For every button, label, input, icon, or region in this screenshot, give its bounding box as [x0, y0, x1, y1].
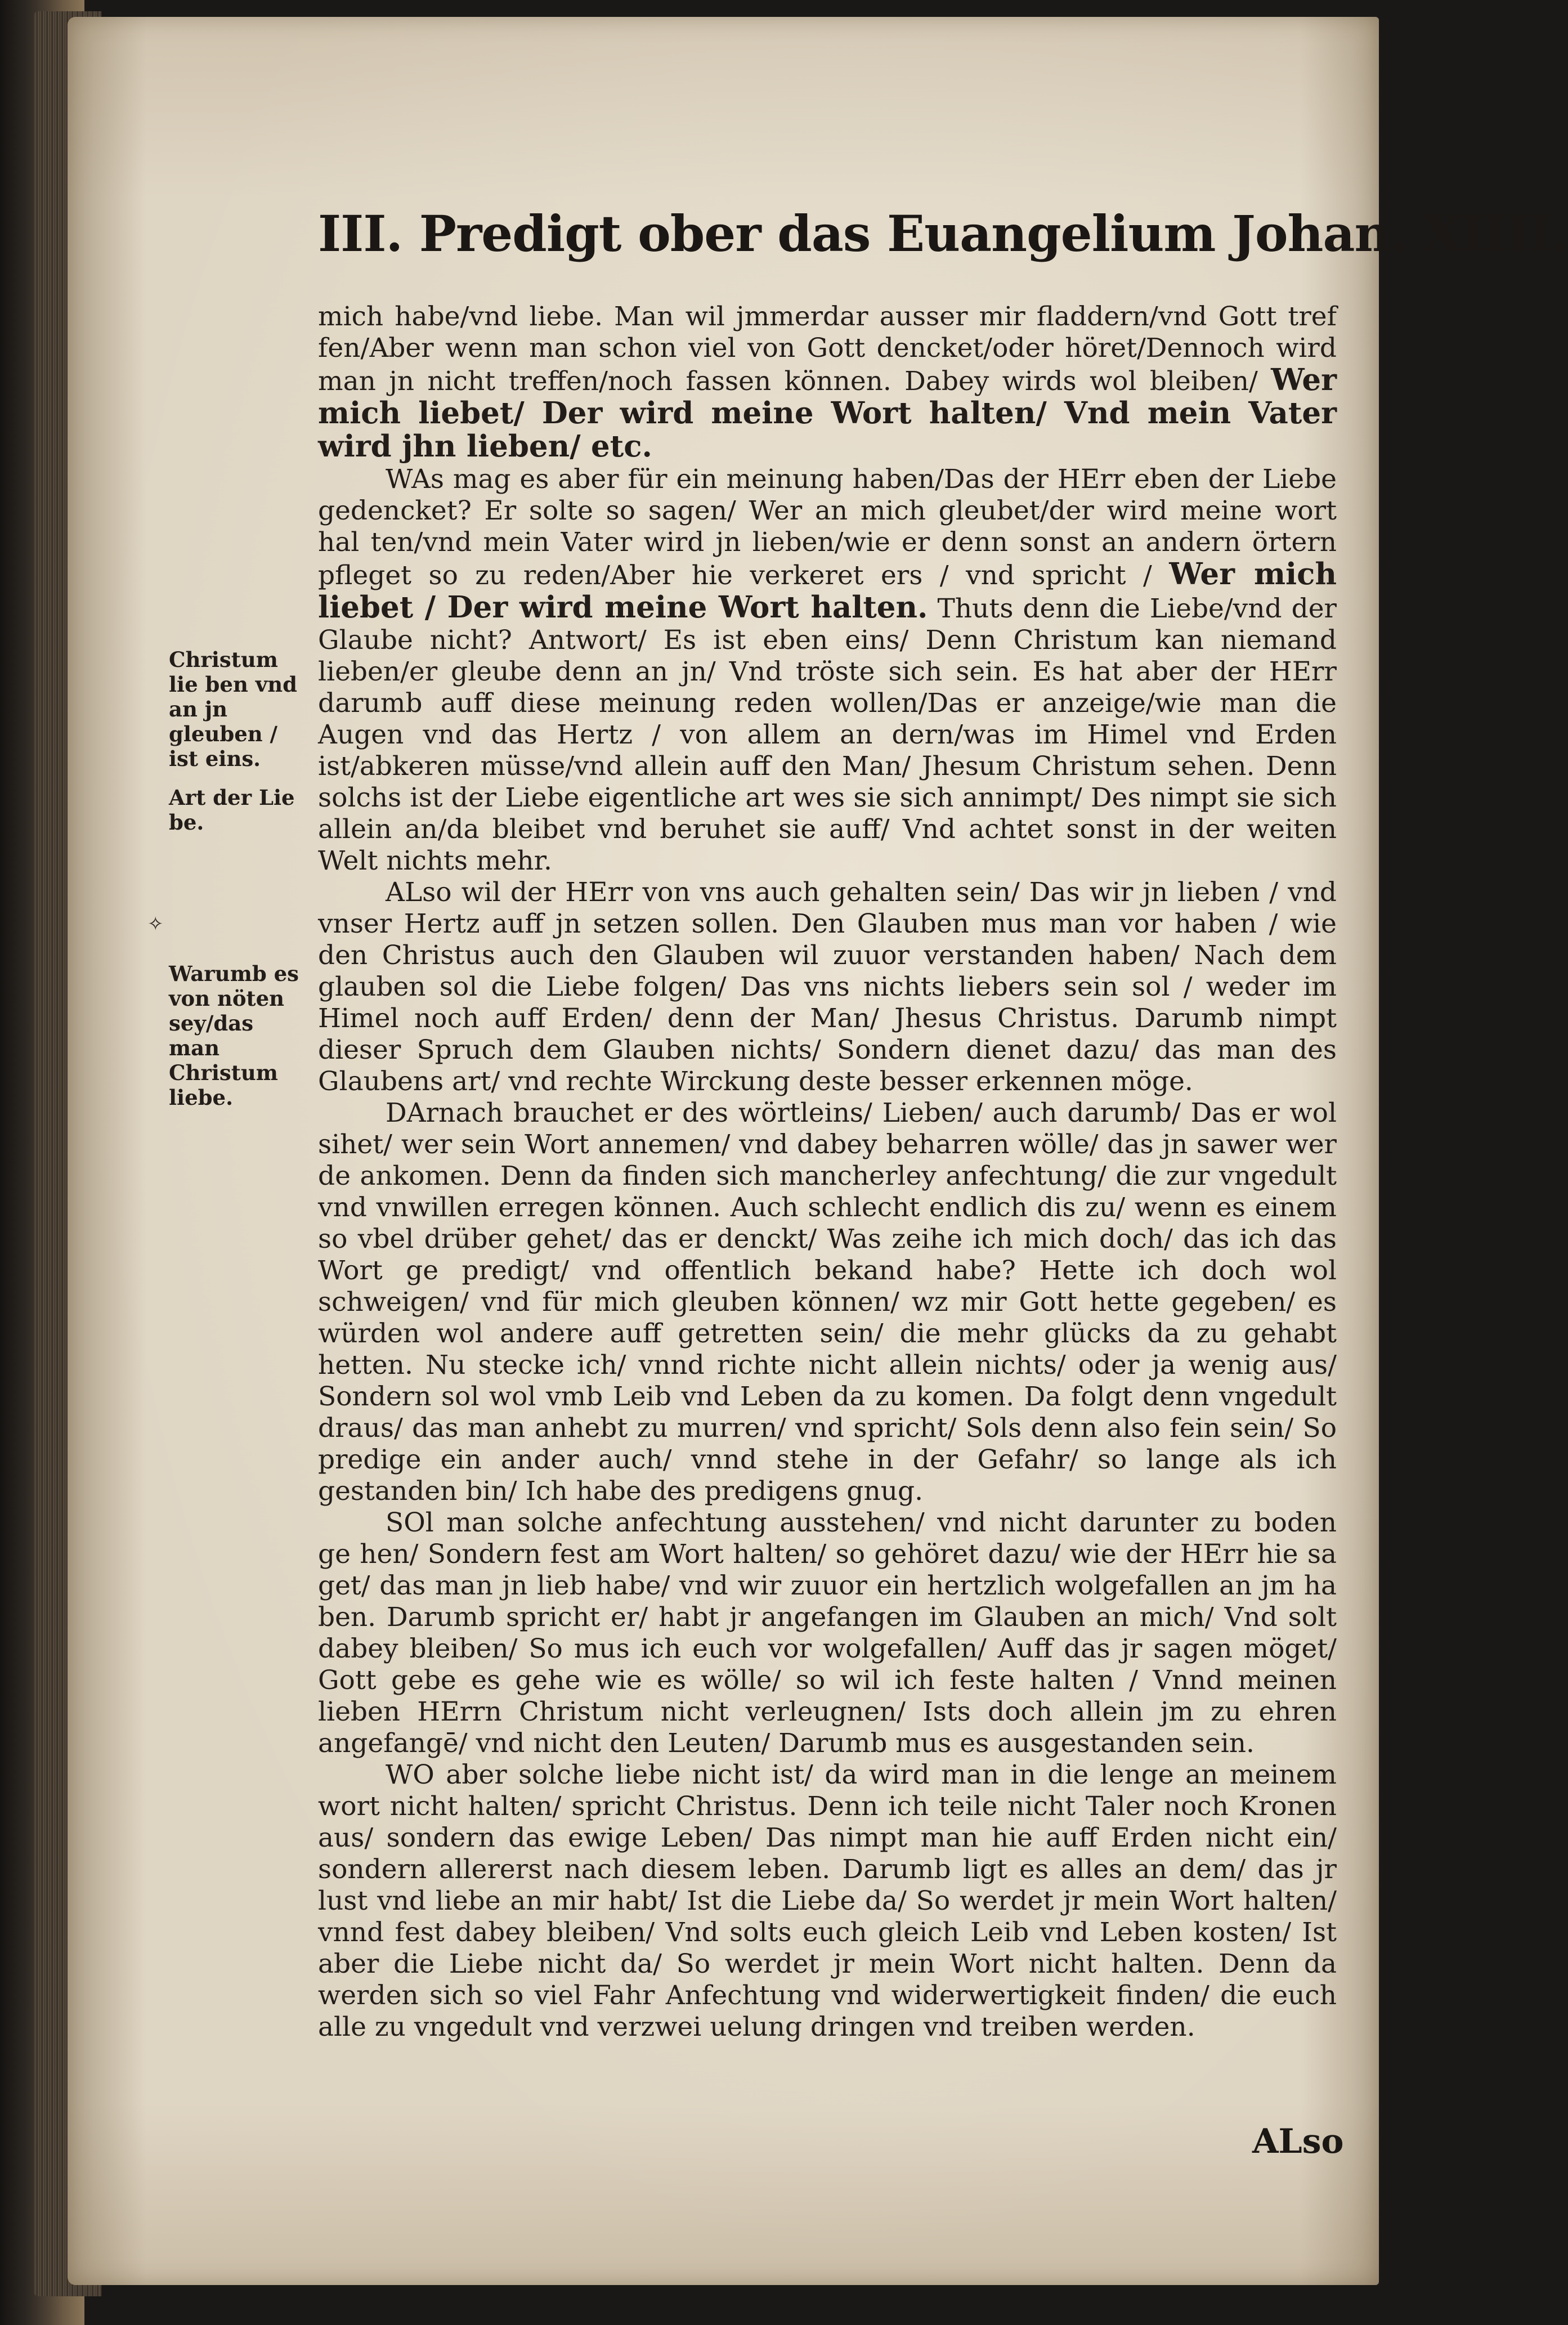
paragraph-2-text-b: Thuts denn die Liebe/vnd der Glaube nicht? Antwort/ Es ist eben eins/ Denn Christum kan niemand lieben/er gleube denn an jn/ Vnd tröste sich sein. Es hat aber der HErr darumb auff diese meinung reden wollen/Das er anzeige/wie man die Augen vnd das Hertz / von allem an dern/was im Himel vnd Erden ist/abkeren müsse/vnd allein auff den Man/ Jhesum Christum sehen. Denn solchs ist der Liebe eigentliche art wes sie sich annimpt/ Des nimpt sie sich allein an/da bleibet vnd beruhet sie auff/ Vnd achtet sonst in der weiten Welt nichts mehr.: [318, 593, 1337, 876]
scripture-quote-1: Wer mich liebet/ Der wird meine Wort halten/ Vnd mein Vater wird jhn lieben/ etc.: [318, 362, 1337, 464]
paragraph-6: WO aber solche liebe nicht ist/ da wird man in die lenge an meinem wort nicht halten/ spricht Christus. Denn ich teile nicht Taler noch Kronen aus/ sondern das ewige Leben/ Das nimpt man hie auff Erden nicht ein/ sondern allererst nach diesem leben. Darumb ligt es alles an dem/ das jr lust vnd liebe an mir habt/ Ist die Liebe da/ So werdet jr mein Wort halten/ vnnd fest dabey bleiben/ Vnd solts euch gleich Leib vnd Leben kosten/ Ist aber die Liebe nicht da/ So werdet jr mein Wort nicht halten. Denn da werden sich so viel Fahr Anfechtung vnd widerwertigkeit finden/ die euch alle zu vngedult vnd verzwei uelung dringen vnd treiben werden.: [318, 1759, 1337, 2042]
catchword: ALso: [1252, 2122, 1344, 2161]
margin-note-3: Warumb es von nöten sey/das man Christum liebe.: [169, 961, 299, 1110]
paragraph-4: DArnach brauchet er des wörtleins/ Lieben/ auch darumb/ Das er wol sihet/ wer sein Wort annemen/ vnd dabey beharren wölle/ das jn sawer wer de ankomen. Denn da finden sich mancherley anfechtung/ die zur vngedult vnd vnwillen erregen können. Auch schlecht endlich dis zu/ wenn es einem so vbel drüber gehet/ das er denckt/ Was zeihe ich mich doch/ das ich das Wort ge predigt/ vnd offentlich bekand habe? Hette ich doch wol schweigen/ vnd für mich gleuben können/ wz mir Gott hette gegeben/ es würden wol andere auff getretten sein/ die mehr glücks da zu gehabt hetten. Nu stecke ich/ vnnd richte nicht allein nichts/ oder ja wenig aus/ Sondern sol wol vmb Leib vnd Leben da zu komen. Da folgt denn vngedult draus/ das man anhebt zu murren/ vnd spricht/ Sols denn also fein sein/ So predige ein ander auch/ vnnd stehe in der Gefahr/ so lange als ich gestanden bin/ Ich habe des predigens gnug.: [318, 1097, 1337, 1507]
body-text: [318, 301, 1337, 2043]
paragraph-1-text: mich habe/vnd liebe. Man wil jmmerdar ausser mir fladdern/vnd Gott tref fen/Aber wenn man schon viel von Gott dencket/oder höret/Dennoch wird man jn nicht treffen/noch fassen können. Dabey wirds wol bleiben/: [318, 301, 1337, 397]
paragraph-2-text-a: WAs mag es aber für ein meinung haben/Das der HErr eben der Liebe gedencket? Er solte so sagen/ Wer an mich gleubet/der wird meine wort hal ten/vnd mein Vater wird jn lieben/wie er denn sonst an andern örtern pfleget so zu reden/Aber hie verkeret ers / vnd spricht /: [318, 464, 1337, 591]
running-title: III. Predigt ober das Euangelium Johan. XIIII.: [318, 204, 1568, 263]
margin-ornament: ✧: [147, 913, 164, 935]
margin-note-2: Art der Lie be.: [169, 785, 295, 835]
scripture-quote-2: Wer mich liebet / Der wird meine Wort halten.: [318, 557, 1337, 625]
paragraph-5: SOl man solche anfechtung ausstehen/ vnd nicht darunter zu boden ge hen/ Sondern fest am Wort halten/ so gehöret dazu/ wie der HErr hie sa get/ das man jn lieb habe/ vnd wir zuuor ein hertzlich wolgefallen an jm ha ben. Darumb spricht er/ habt jr angefangen im Glauben an mich/ Vnd solt dabey bleiben/ So mus ich euch vor wolgefallen/ Auff das jr sagen möget/ Gott gebe es gehe wie es wölle/ so wil ich feste halten / Vnnd meinen lieben HErrn Christum nicht verleugnen/ Ists doch allein jm zu ehren angefangē/ vnd nicht den Leuten/ Darumb mus es ausgestanden sein.: [318, 1507, 1337, 1759]
paragraph-3: ALso wil der HErr von vns auch gehalten sein/ Das wir jn lieben / vnd vnser Hertz auff jn setzen sollen. Den Glauben mus man vor haben / wie den Christus auch den Glauben wil zuuor verstanden haben/ Nach dem glauben sol die Liebe folgen/ Das vns nichts liebers sein sol / weder im Himel noch auff Erden/ denn der Man/ Jhesus Christus. Darumb nimpt dieser Spruch dem Glauben nichts/ Sondern dienet dazu/ das man des Glaubens art/ vnd rechte Wirckung deste besser erkennen möge.: [318, 877, 1337, 1097]
paragraph-2: [318, 464, 1337, 877]
paragraph-1: [318, 301, 1337, 464]
margin-note-1: Christum lie ben vnd an jn gleuben / ist eins.: [169, 647, 297, 771]
